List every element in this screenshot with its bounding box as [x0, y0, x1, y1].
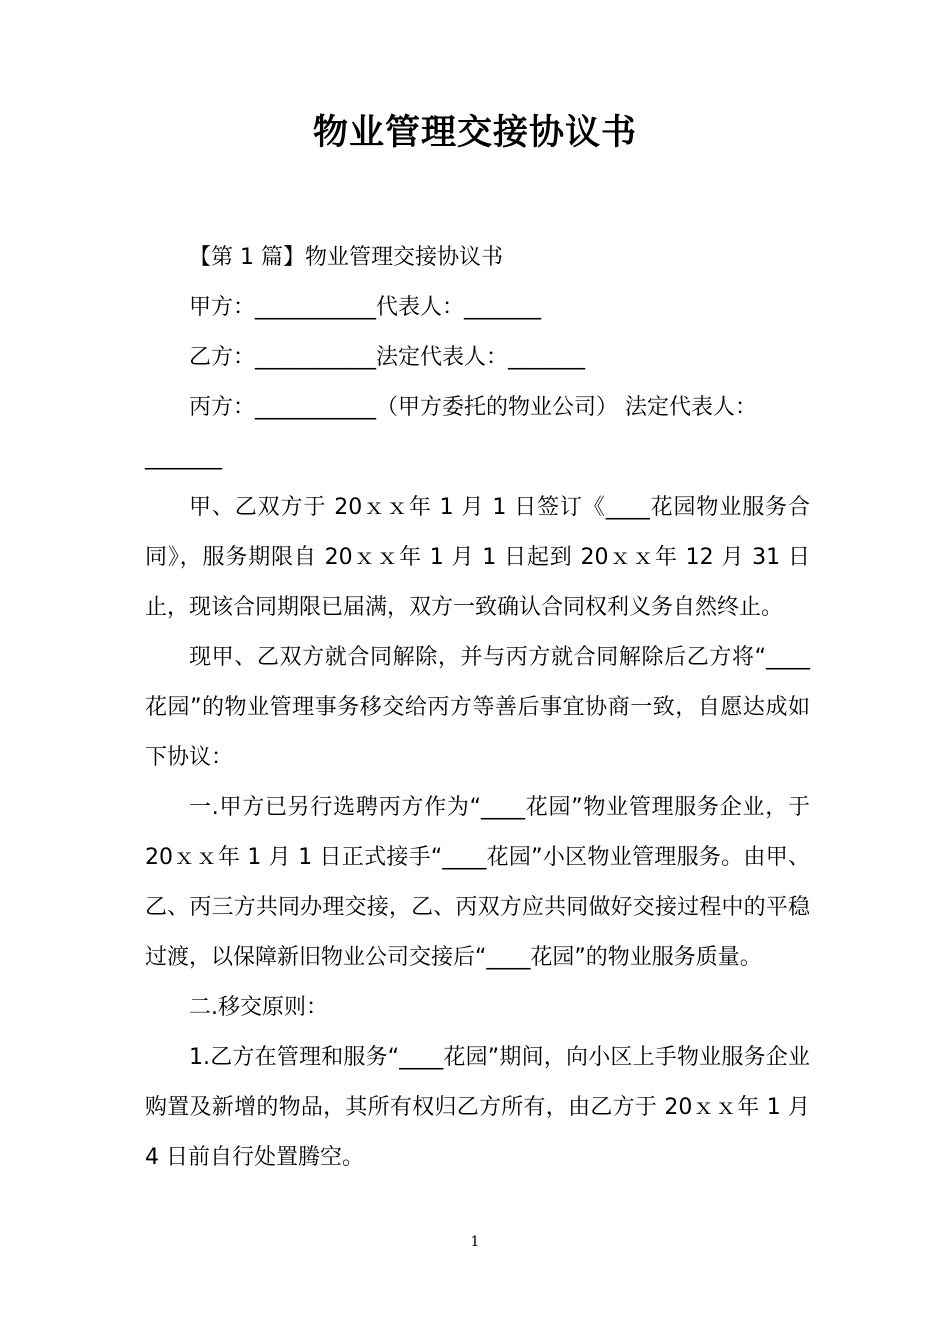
party-b-line: 乙方：___________法定代表人：_______	[189, 345, 586, 370]
section-heading: 【第 1 篇】物业管理交接协议书	[189, 245, 503, 270]
document-body	[145, 233, 810, 1183]
clause-two-heading: 二.移交原则：	[189, 995, 328, 1020]
page-number: 1	[470, 1234, 480, 1250]
party-a-line: 甲方：___________代表人：_______	[189, 295, 542, 320]
document-title: 物业管理交接协议书	[312, 113, 637, 153]
party-c-representative-blank: _______	[145, 445, 222, 470]
clause-one-paragraph: 一.甲方已另行选聘丙方作为“____花园”物业管理服务企业，于 20ｘｘ年 1 月 1 日正式接手“____花园”小区物业管理服务。由甲、乙、丙三方共同办理交接，乙、丙双方应共同做好交接过程中的平稳过渡，以保障新旧物业公司交接后“____花园”的物业服务质量。	[145, 795, 810, 970]
party-c-line: 丙方：___________（甲方委托的物业公司） 法定代表人：	[189, 395, 757, 420]
agreement-intro-paragraph: 现甲、乙双方就合同解除，并与丙方就合同解除后乙方将“____花园”的物业管理事务移交给丙方等善后事宜协商一致，自愿达成如下协议：	[145, 645, 810, 770]
clause-two-item-one: 1.乙方在管理和服务“____花园”期间，向小区上手物业服务企业购置及新增的物品，其所有权归乙方所有，由乙方于 20ｘｘ年 1 月 4 日前自行处置腾空。	[145, 1045, 810, 1170]
contract-background-paragraph: 甲、乙双方于 20ｘｘ年 1 月 1 日签订《____花园物业服务合同》，服务期限自 20ｘｘ年 1 月 1 日起到 20ｘｘ年 12 月 31 日止，现该合同期限已届满，双方一致确认合同权利义务自然终止。	[145, 495, 810, 620]
